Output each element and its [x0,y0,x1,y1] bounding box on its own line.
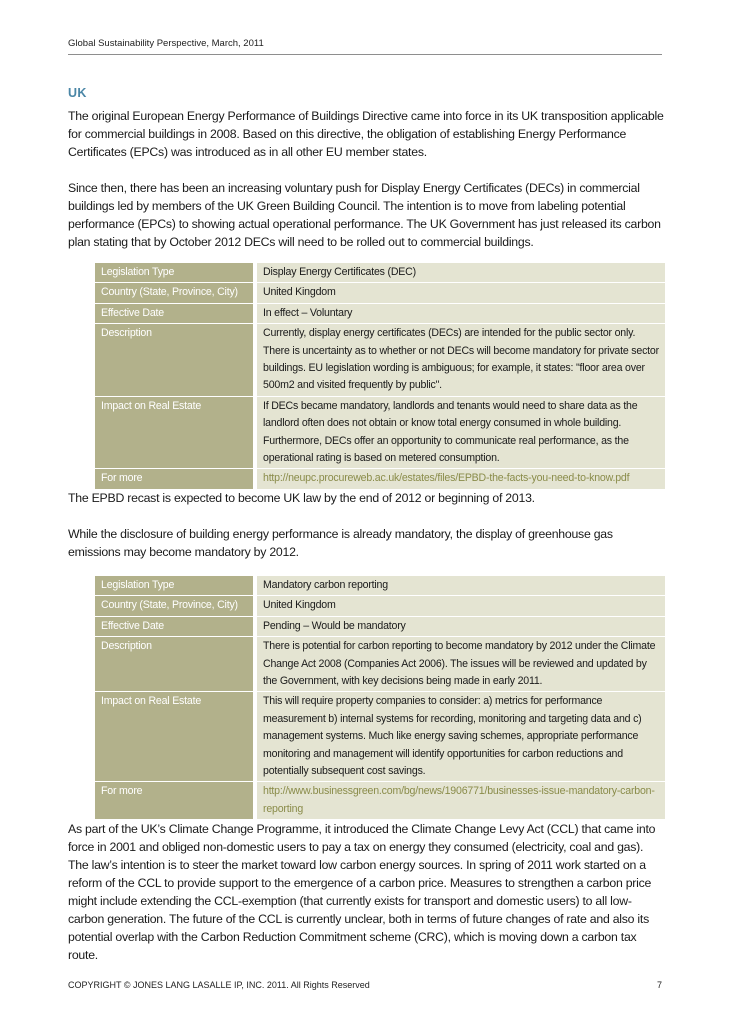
table-row [95,263,665,283]
row-value: Mandatory carbon reporting [255,576,665,596]
page-footer [68,980,662,990]
table-row [95,469,665,489]
footer-copyright: COPYRIGHT © JONES LANG LASALLE IP, INC. 2011. All Rights Reserved [68,980,370,990]
row-label: Country (State, Province, City) [95,596,255,616]
table-row [95,692,665,782]
row-value: United Kingdom [255,283,665,303]
row-value: United Kingdom [255,596,665,616]
table-row [95,396,665,469]
table-row [95,283,665,303]
row-label: Description [95,324,255,397]
table-row [95,616,665,636]
page-header: Global Sustainability Perspective, March, 2011 [68,38,662,55]
table-row [95,637,665,692]
row-label: Effective Date [95,303,255,323]
table-row [95,596,665,616]
row-label: Country (State, Province, City) [95,283,255,303]
row-value: If DECs became mandatory, landlords and tenants would need to share data as the landlord often does not obtain or know total energy consumed in whole building. Furthermore, DECs offer an opportunity to communicate real performance, as the operational rating is based on metered consumption. [255,396,665,469]
for-more-link[interactable]: http://neupc.procureweb.ac.uk/estates/files/EPBD-the-facts-you-need-to-know.pdf [255,469,665,489]
table-row [95,782,665,820]
row-value: Currently, display energy certificates (DECs) are intended for the public sector only. There is uncertainty as to whether or not DECs will become mandatory for private sector buildings. EU legislation wording is ambiguous; for example, it states: "floor area over 500m2 and visited frequently by public". [255,324,665,397]
row-label: Impact on Real Estate [95,396,255,469]
section-title: UK [68,86,87,100]
row-label: Impact on Real Estate [95,692,255,782]
row-label: For more [95,782,255,820]
legislation-table-carbon-reporting [95,576,665,820]
paragraph-epbd-recast: The EPBD recast is expected to become UK law by the end of 2012 or beginning of 2013. [68,491,535,505]
row-value: Display Energy Certificates (DEC) [255,263,665,283]
for-more-link[interactable]: http://www.businessgreen.com/bg/news/1906771/businesses-issue-mandatory-carbon-reporting [255,782,665,820]
page-number: 7 [656,980,662,990]
row-label: For more [95,469,255,489]
paragraph-epbd-intro: The original European Energy Performance of Buildings Directive came into force in its UK transposition applicable for commercial buildings in 2008. Based on this directive, the obligation of establishing Energy Performance Certificates (EPCs) was introduced as in all other EU member states. [68,109,664,159]
row-label: Effective Date [95,616,255,636]
row-label: Description [95,637,255,692]
row-label: Legislation Type [95,576,255,596]
row-label: Legislation Type [95,263,255,283]
table-row [95,324,665,397]
row-value: This will require property companies to consider: a) metrics for performance measurement b) internal systems for recording, monitoring and targeting data and c) management systems. Much like energy saving schemes, appropriate performance monitoring and management will identify opportunities for carbon reductions and potentially subsequent cost savings. [255,692,665,782]
row-value: There is potential for carbon reporting to become mandatory by 2012 under the Climate Change Act 2008 (Companies Act 2006). The issues will be reviewed and updated by the Government, with key decisions being made in early 2011. [255,637,665,692]
legislation-table-dec [95,263,665,490]
table-row [95,303,665,323]
paragraph-dec-push: Since then, there has been an increasing voluntary push for Display Energy Certificates (DECs) in commercial buildings led by members of the UK Green Building Council. The intention is to move from labeling potential performance (EPCs) to showing actual operational performance. The UK Government has just released its carbon plan stating that by October 2012 DECs will need to be rolled out to commercial buildings. [68,181,661,249]
row-value: In effect – Voluntary [255,303,665,323]
row-value: Pending – Would be mandatory [255,616,665,636]
table-row [95,576,665,596]
paragraph-ghg-disclosure: While the disclosure of building energy performance is already mandatory, the display of greenhouse gas emissions may become mandatory by 2012. [68,527,613,559]
paragraph-climate-change-levy: As part of the UK’s Climate Change Programme, it introduced the Climate Change Levy Act (CCL) that came into force in 2001 and obliged non-domestic users to pay a tax on energy they consumed (electricity, coal and gas). The law’s intention is to steer the market toward low carbon energy sources. In spring of 2011 work started on a reform of the CCL to provide support to the emergence of a carbon price. Measures to strengthen a carbon price might include extending the CCL-exemption (that currently exists for transport and domestic users) to all low-carbon generation. The future of the CCL is currently unclear, both in terms of future changes of rate and also its potential overlap with the Carbon Reduction Commitment scheme (CRC), which is moving down a carbon tax route. [68,822,656,962]
